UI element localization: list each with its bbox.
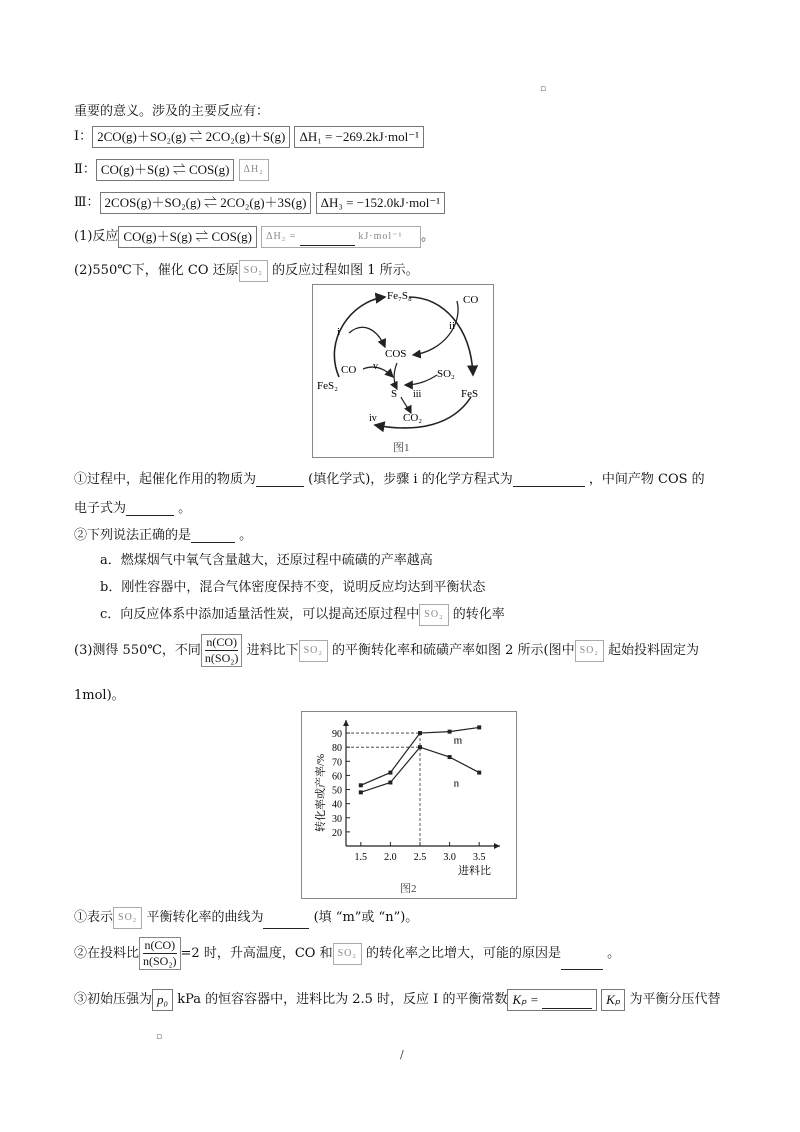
q2-1-text-b: (填化学式)，步骤 i 的化学方程式为 <box>308 472 513 487</box>
q3-2-text-c: 的转化率之比增大，可能的原因是 <box>366 946 562 961</box>
x-tick-label: 2.0 <box>384 852 397 863</box>
q1-answer-blank[interactable] <box>300 231 355 246</box>
option-c-end: 的转化率 <box>452 607 505 622</box>
figure-1-diagram <box>313 285 493 457</box>
data-point-n <box>418 745 422 749</box>
x-tick-label: 1.5 <box>354 852 368 863</box>
y-tick-label: 20 <box>332 827 342 839</box>
data-point-m <box>418 731 422 735</box>
p0-symbol: p₀ <box>152 989 173 1011</box>
reaction-1-enthalpy: ΔH₁ = −269.2kJ·mol⁻¹ <box>294 126 424 148</box>
q1-end: 。 <box>421 229 435 244</box>
reason-blank[interactable] <box>561 955 603 970</box>
y-tick-label: 50 <box>332 785 342 797</box>
q1-equation: CO(g)＋S(g) ⇌ COS(g) <box>118 226 257 248</box>
question-2-2 <box>74 524 252 543</box>
q1-unit: kJ·mol⁻¹ <box>358 230 403 242</box>
node-co2: CO₂ <box>403 412 423 424</box>
footer-mark: ▫ <box>156 1032 163 1042</box>
y-tick-label: 30 <box>332 813 342 825</box>
q2-1-text-e: 。 <box>178 501 192 516</box>
data-point-m <box>388 771 392 775</box>
reaction-1-equation: 2CO(g)＋SO₂(g) ⇌ 2CO₂(g)＋S(g) <box>92 126 290 148</box>
y-tick-label: 80 <box>332 743 342 755</box>
q2-suffix: 的反应过程如图 1 所示。 <box>272 263 419 278</box>
node-fe7s8: Fe₇S₈ <box>387 290 412 302</box>
data-point-n <box>359 790 363 794</box>
figure-1 <box>312 284 494 458</box>
electron-formula-blank[interactable] <box>126 501 174 516</box>
fraction-2-denominator: n(SO₂) <box>143 954 177 968</box>
node-fes2: FeS₂ <box>317 380 338 392</box>
node-co-top: CO <box>463 294 479 306</box>
fraction-numerator: n(CO) <box>206 635 237 649</box>
q3-1-text-c: (填 “m”或 “n”)。 <box>313 910 419 925</box>
step-ii: ii <box>449 320 456 332</box>
q3-text-c: 的平衡转化率和硫磺产率如图 2 所示(图中 <box>332 643 575 658</box>
x-tick-label: 3.5 <box>472 852 486 863</box>
series-label-n: n <box>453 777 460 790</box>
y-tick-label: 70 <box>332 757 342 769</box>
reaction-2-enthalpy: ΔH₂ <box>239 159 269 181</box>
kp-box[interactable] <box>507 989 597 1011</box>
series-label-m: m <box>453 734 463 747</box>
header-mark: ▫ <box>540 84 547 94</box>
reaction-2-label: Ⅱ： <box>74 162 96 177</box>
q3-so2: SO₂ <box>299 640 328 662</box>
q2-1-text-c: ，中间产物 COS 的 <box>588 472 705 487</box>
reaction-2-equation: CO(g)＋S(g) ⇌ COS(g) <box>96 159 235 181</box>
correct-option-blank[interactable] <box>191 528 235 543</box>
reaction-3-enthalpy: ΔH₃ = −152.0kJ·mol⁻¹ <box>316 192 446 214</box>
question-3 <box>74 634 699 667</box>
data-point-n <box>477 771 481 775</box>
arrow-i-to-cos <box>349 327 385 347</box>
q1-dh-box[interactable] <box>261 226 421 248</box>
reaction-3-label: Ⅲ： <box>74 195 100 210</box>
q3-so2-b: SO₂ <box>575 640 604 662</box>
arrow-co-to-s <box>363 367 393 377</box>
node-fes: FeS <box>461 388 479 400</box>
figure-2-chart <box>302 712 516 898</box>
option-c <box>100 603 505 626</box>
question-1 <box>74 225 434 248</box>
chart-caption: 图2 <box>400 883 417 895</box>
step-iv: iv <box>369 413 377 424</box>
equation-blank[interactable] <box>513 472 585 487</box>
q3-1-so2: SO₂ <box>113 907 142 929</box>
kp-label: Kₚ = <box>512 991 539 1007</box>
question-3-2 <box>74 937 620 970</box>
q3-3-text-b: kPa 的恒容容器中，进料比为 2.5 时，反应 I 的平衡常数 <box>177 992 508 1007</box>
q3-text-a: (3)测得 550℃，不同 <box>74 643 201 658</box>
option-a: a．燃煤烟气中氧气含量越大，还原过程中硫磺的产率越高 <box>100 553 433 568</box>
cycle-arrow-ii <box>409 297 473 375</box>
arrow-cos-to-s <box>394 363 397 389</box>
intro-text: 重要的意义。涉及的主要反应有： <box>74 104 270 119</box>
figure-1-caption: 图1 <box>393 442 410 454</box>
q3-text-d: 起始投料固定为 <box>608 643 700 658</box>
fraction-denominator: n(SO₂) <box>204 651 239 665</box>
question-2-1 <box>74 468 705 487</box>
q1-dh-label: ΔH₂ = <box>266 230 297 242</box>
option-c-text: c．向反应体系中添加适量活性炭，可以提高还原过程中 <box>100 607 420 622</box>
cycle-arrow-iii <box>375 397 471 428</box>
question-2 <box>74 259 419 282</box>
question-3-1 <box>74 906 418 929</box>
q3-2-text-b: 时，升高温度，CO 和 <box>203 946 333 961</box>
q3-2-text-a: ②在投料比 <box>74 946 140 961</box>
step-v: v <box>373 361 378 372</box>
chart-xlabel: 进料比 <box>458 865 491 877</box>
q2-1-text-d: 电子式为 <box>74 501 127 516</box>
x-tick-label: 3.0 <box>443 852 456 863</box>
catalyst-blank[interactable] <box>256 472 304 487</box>
y-axis-arrow <box>343 720 349 726</box>
data-point-m <box>448 730 452 734</box>
y-tick-label: 90 <box>332 729 342 741</box>
question-3-line2: 1mol)。 <box>74 688 125 703</box>
q2-2-text-a: ②下列说法正确的是 <box>74 528 192 543</box>
arrow-so2-to-s <box>405 375 437 385</box>
reaction-1 <box>74 125 424 148</box>
kp-symbol: Kₚ <box>601 989 625 1011</box>
data-point-m <box>359 783 363 787</box>
q3-text-b: 进料比下 <box>246 643 299 658</box>
option-c-so2: SO₂ <box>419 604 448 626</box>
reaction-1-label: Ⅰ： <box>74 129 93 144</box>
q2-1-text-a: ①过程中，起催化作用的物质为 <box>74 472 257 487</box>
node-s: S <box>391 388 398 400</box>
arrow-s-to-co2 <box>401 397 411 413</box>
q2-so2: SO₂ <box>239 260 268 282</box>
q1-prefix: (1)反应 <box>74 229 119 244</box>
option-b: b．刚性容器中，混合气体密度保持不变，说明反应均达到平衡状态 <box>100 580 486 595</box>
q2-prefix: (2)550℃下，催化 CO 还原 <box>74 263 239 278</box>
reaction-2 <box>74 158 269 181</box>
feed-ratio-fraction <box>201 634 243 667</box>
kp-blank[interactable] <box>542 994 592 1009</box>
chart-ylabel: 转化率或产率/% <box>315 753 327 832</box>
fraction-2-numerator: n(CO) <box>144 938 176 952</box>
q3-2-text-d: 。 <box>607 946 621 961</box>
curve-blank[interactable] <box>263 914 309 929</box>
q2-2-text-b: 。 <box>239 528 253 543</box>
reaction-3 <box>74 191 445 214</box>
q3-1-text-a: ①表示 <box>74 910 114 925</box>
data-point-n <box>388 780 392 784</box>
ratio-equals: =2 <box>180 946 200 961</box>
q3-1-text-b: 平衡转化率的曲线为 <box>146 910 264 925</box>
step-iii: iii <box>413 389 422 400</box>
question-3-3 <box>74 988 721 1011</box>
figure-2 <box>301 711 517 899</box>
x-axis-arrow <box>494 843 500 849</box>
step-i: i <box>337 326 341 338</box>
x-tick-label: 2.5 <box>413 852 427 863</box>
question-2-1-line2 <box>74 497 191 516</box>
node-cos: COS <box>385 348 407 360</box>
q3-3-text-c: 为平衡分压代替 <box>629 992 721 1007</box>
node-co-left: CO <box>341 364 357 376</box>
q3-2-so2: SO₂ <box>333 943 362 965</box>
y-tick-label: 60 <box>332 771 342 783</box>
y-tick-label: 40 <box>332 799 342 811</box>
page-mark: / <box>400 1048 404 1061</box>
q3-3-text-a: ③初始压强为 <box>74 992 153 1007</box>
node-so2: SO₂ <box>437 368 455 380</box>
ratio-fraction-2 <box>139 937 181 970</box>
data-point-m <box>477 725 481 729</box>
data-point-n <box>448 755 452 759</box>
reaction-3-equation: 2COS(g)＋SO₂(g) ⇌ 2CO₂(g)＋3S(g) <box>100 192 312 214</box>
